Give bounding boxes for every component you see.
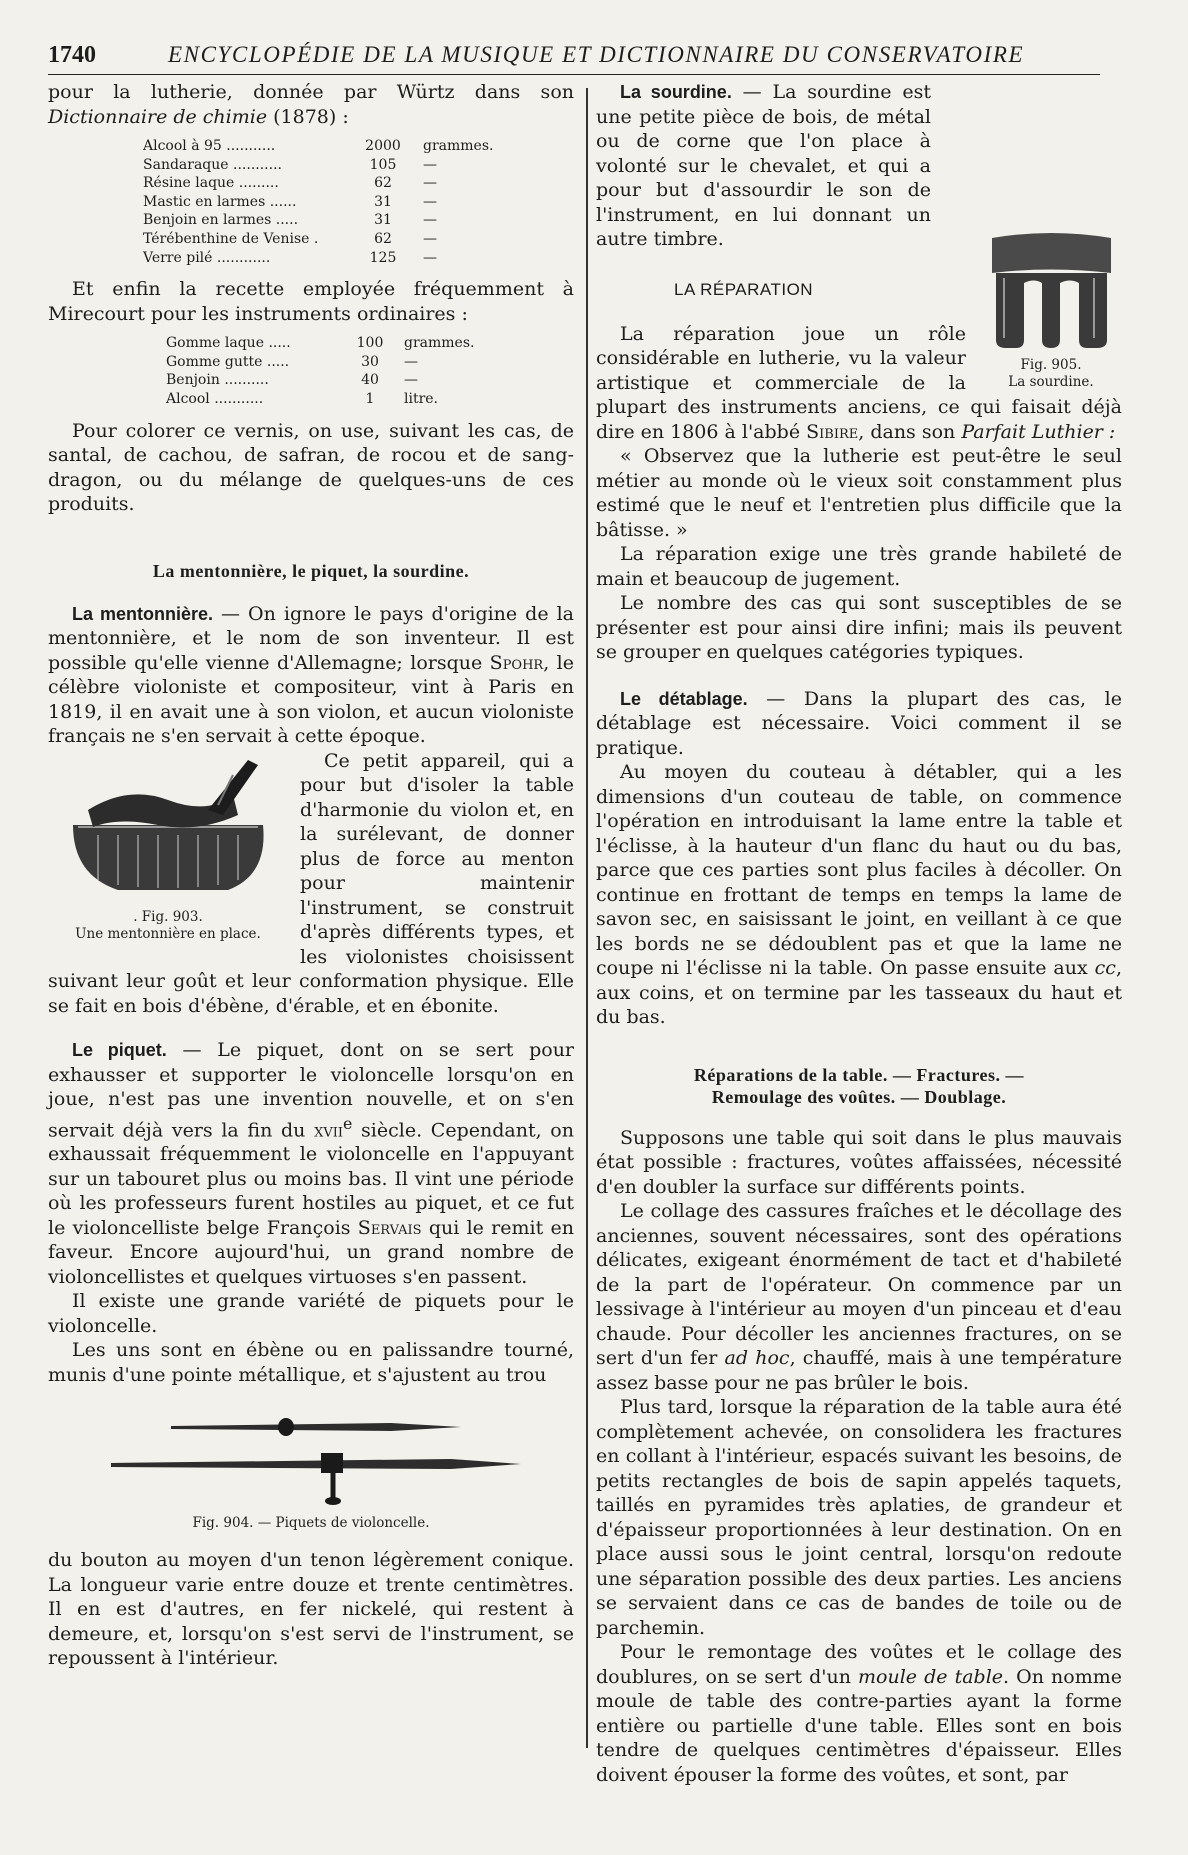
recipe-leader-dots: ...........	[226, 138, 276, 154]
piquet-paragraph-3: Les uns sont en ébène ou en palissandre tourné, munis d'une pointe métallique, et s'ajustent au trou	[48, 1339, 574, 1386]
mute-illustration	[984, 228, 1119, 353]
recipe-ingredient-name: Résine laque	[143, 175, 235, 192]
reparation-paragraph-3: Le nombre des cas qui sont susceptibles de se présenter est pour ainsi dire infini; mais ils peuvent se grouper en quelques catégories typiques.	[596, 592, 1122, 663]
fractures-heading-line1: Réparations de la table. — Fractures. —	[693, 1064, 1025, 1085]
recipe-quantity: 62	[374, 230, 392, 247]
recipe-quantity: 31	[374, 193, 392, 210]
recipe-ingredient-name: Térébenthine de Venise	[143, 230, 310, 247]
figure-903	[48, 755, 288, 943]
left-column	[48, 80, 574, 1671]
section-title: La mentonnière, le piquet, la sourdine.	[152, 560, 470, 581]
recipe-ingredient	[166, 334, 336, 353]
recipe-leader-dots: ............	[216, 249, 271, 266]
recipe-leader-dots: .........	[238, 175, 279, 192]
recipe-unit: grammes.	[423, 138, 494, 154]
recipe-quantity: 125	[369, 249, 397, 266]
column-divider	[586, 88, 588, 1748]
mentonniere-paragraph: La mentonnière. — On ignore le pays d'origine de la mentonnière, et le nom de son inventeur. Il est possible qu'elle vienne d'Allemagne; lorsque Spohr, le célèbre violoniste et compositeur, vint à Paris en 1819, il en avait une à son violon, et aucun violoniste français ne s'en servait à cette époque.	[48, 602, 575, 748]
recipe-quantity: 62	[374, 175, 392, 192]
recipe-ingredient	[143, 137, 343, 156]
recipe-ingredient-name: Gomme gutte	[166, 353, 263, 370]
recipe-leader-dots: ...........	[214, 390, 264, 407]
recipe-quantity: 100	[356, 335, 384, 352]
recipe-ingredient	[143, 230, 343, 249]
recipe-row	[143, 230, 574, 249]
recipe-row	[143, 211, 574, 230]
mentonniere-paragraph-2: Ce petit appareil, qui a pour but d'isoler la table d'harmonie du violon et, en la surélevant, de donner plus de force au menton pour maintenir l'instrument, se construit d'après différents types, et les violonistes choisissent suivant leur goût et leur conformation physique. Elle se fait en bois d'ébène, d'érable, et en ébonite.	[48, 749, 574, 1017]
recipe-leader-dots: .	[313, 230, 319, 247]
recipe-quantity: 40	[361, 372, 379, 389]
recipe-leader-dots: ...........	[233, 156, 282, 173]
page-header	[48, 40, 1100, 75]
recipe-unit: —	[423, 175, 437, 192]
figure-905	[980, 228, 1122, 391]
recipe-quantity: 30	[361, 353, 379, 370]
recipe-leader-dots: ..........	[224, 372, 269, 389]
recipe-ingredient-name: Alcool à 95	[143, 138, 222, 154]
mirecourt-recipe-table	[166, 334, 574, 408]
recipe-unit: —	[423, 230, 437, 247]
page-number: 1740	[48, 42, 96, 68]
recipe-quantity: 2000	[365, 138, 401, 154]
piquet-paragraph-4: du bouton au moyen d'un tenon légèrement conique. La longueur varie entre douze et trente centimètres. Il en est d'autres, en fer nickelé, qui restent à demeure, et, lorsqu'on s'est servi de l'instrument, se repoussent à l'intérieur.	[48, 1549, 574, 1670]
fig903-label: . Fig. 903.	[133, 908, 203, 925]
fractures-heading-line2: Remoulage des voûtes. — Doublage.	[711, 1086, 1007, 1107]
recipe-ingredient	[143, 249, 343, 268]
recipe-ingredient	[166, 390, 336, 409]
recipe-row	[143, 249, 574, 268]
quote-paragraph: « Observez que la lutherie est peut-être le seul métier au monde où le vieux soit constamment plus estimé que le neuf et l'entretien plus difficile que la bâtisse. »	[596, 445, 1122, 541]
intro-paragraph: pour la lutherie, donnée par Würtz dans son Dictionnaire de chimie (1878) :	[48, 81, 574, 128]
piquet-paragraph: Le piquet. — Le piquet, dont on se sert pour exhausser et supporter le violoncelle lorsqu'on en joue, n'est pas une invention nouvelle, et on s'en servait déjà vers la fin du xvii$^e$ siècle. Cependant, on exhaussait fréquemment le violoncelle en l'appuyant sur un tabouret plus ou moins bas. Il vint une période où les professeurs furent hostiles au piquet, et ce fut le violoncelliste belge François Servais qui le remit en faveur. Encore aujourd'hui, un grand nombre de violoncellistes et quelques virtuoses s'en passent.	[48, 1039, 575, 1288]
recipe-ingredient	[166, 353, 336, 372]
recipe-row	[143, 174, 574, 193]
running-head: ENCYCLOPÉDIE DE LA MUSIQUE ET DICTIONNAIRE DU CONSERVATOIRE	[168, 42, 1025, 67]
detablage-paragraph: Le détablage. — Dans la plupart des cas, le détablage est nécessaire. Voici comment il se pratique.	[596, 687, 1123, 759]
recipe-ingredient	[143, 174, 343, 193]
recipe-quantity: 1	[365, 390, 375, 407]
recipe-quantity: 105	[369, 156, 397, 173]
recipe-ingredient-name: Benjoin en larmes	[143, 212, 272, 229]
recipe-ingredient-name: Sandaraque	[143, 156, 229, 173]
reparation-paragraph-2: La réparation exige une très grande habileté de main et beaucoup de jugement.	[596, 543, 1122, 590]
fractures-heading	[596, 1064, 1122, 1108]
recipe-leader-dots: .....	[275, 212, 299, 229]
recipe-unit: grammes.	[404, 335, 475, 352]
recipe-quantity: 31	[374, 212, 392, 229]
recipe-unit: —	[404, 353, 418, 370]
recipe-unit: —	[423, 193, 437, 210]
piquet-paragraph-2: Il existe une grande variété de piquets pour le violoncelle.	[48, 1290, 574, 1337]
fig905-label: Fig. 905.	[1020, 356, 1082, 373]
recipe-leader-dots: ......	[269, 193, 297, 210]
right-column	[596, 80, 1122, 1787]
vernis-recipe-table	[143, 137, 574, 267]
recipe-row	[143, 137, 574, 156]
recipe-ingredient	[143, 211, 343, 230]
recipe-leader-dots: .....	[268, 335, 291, 352]
recipe-unit: —	[423, 156, 437, 173]
mirecourt-paragraph: Et enfin la recette employée fréquemment à Mirecourt pour les instruments ordinaires :	[48, 278, 574, 325]
fractures-paragraph-3: Plus tard, lorsque la réparation de la table aura été complètement achevée, on consolidera les fractures en collant à l'intérieur, espacés suivant les besoins, de petits rectangles de bois de sapin appelés taquets, taillés en pyramides très aplaties, de grandeur et d'épaisseur proportionnées à leur destination. On en place aussi sous le joint central, lorsqu'on redoute une séparation possible des deux parties. Les anciens se servaient dans ce cas de bandes de toile ou de parchemin.	[596, 1396, 1122, 1639]
endpins-illustration	[91, 1401, 531, 1511]
recipe-ingredient-name: Gomme laque	[166, 335, 264, 352]
recipe-ingredient	[143, 193, 343, 212]
recipe-row	[166, 390, 574, 409]
recipe-unit: litre.	[404, 390, 439, 407]
chinrest-illustration	[58, 755, 278, 905]
detablage-paragraph-2: Au moyen du couteau à détabler, qui a les dimensions d'un couteau de table, on commence l'opération en introduisant la lame entre la table et l'éclisse, à la hauteur d'un flanc du haut ou du bas, parce que ces parties sont plus faciles à décoller. On continue en frottant de temps en temps la lame de savon sec, en saisissant le joint, en veillant à ce que les bords ne se dédoublent pas et que la lame ne coupe ni l'éclisse ni la table. On passe ensuite aux cc, aux coins, et on termine par les tasseaux du haut et du bas.	[596, 761, 1122, 1028]
reparation-heading: LA RÉPARATION	[674, 279, 814, 299]
recipe-row	[166, 371, 574, 390]
fractures-paragraph-2: Le collage des cassures fraîches et le décollage des anciennes, souvent nécessaires, sont des opérations délicates, exigeant énormément de tact et d'habileté de la part de l'opérateur. On commence par un lessivage à l'intérieur au moyen d'un pinceau et d'eau chaude. Pour décoller les anciennes fractures, on se sert d'un fer ad hoc, chauffé, mais à une température assez basse pour ne pas brûler le bois.	[596, 1200, 1122, 1394]
reparation-paragraph: La réparation joue un rôle considérable en lutherie, vu la valeur artistique et commerciale de la plupart des instruments anciens, ce qui faisait déjà dire en 1806 à l'abbé Sibire, dans son Parfait Luthier :	[596, 322, 1122, 443]
recipe-row	[166, 353, 574, 372]
recipe-row	[166, 334, 574, 353]
recipe-ingredient-name: Alcool	[166, 390, 210, 407]
figure-904	[48, 1401, 574, 1532]
fractures-paragraph-1: Supposons une table qui soit dans le plus mauvais état possible : fractures, voûtes affaissées, nécessité d'en doubler la surface sur différents points.	[596, 1126, 1122, 1198]
fig905-caption: La sourdine.	[1008, 373, 1094, 390]
fig903-caption: Une mentonnière en place.	[75, 925, 261, 942]
sourdine-paragraph: La sourdine. — La sourdine est une petite pièce de bois, de métal ou de corne que l'on place à volonté sur le chevalet, et qui a pour but d'assourdir le son de l'instrument, en lui donnant un autre timbre.	[596, 81, 932, 250]
recipe-ingredient-name: Mastic en larmes	[143, 193, 266, 210]
fig904-caption: Fig. 904. — Piquets de violoncelle.	[192, 1515, 430, 1532]
colorer-paragraph: Pour colorer ce vernis, on use, suivant les cas, de santal, de cachou, de safran, de rocou et de sang-dragon, ou du mélange de quelques-uns de ces produits.	[48, 419, 574, 516]
recipe-leader-dots: .....	[266, 353, 290, 370]
recipe-ingredient-name: Verre pilé	[143, 249, 213, 266]
recipe-unit: —	[423, 212, 437, 229]
fractures-paragraph-4: Pour le remontage des voûtes et le collage des doublures, on se sert d'un moule de table. On nomme moule de table des contre-parties ayant la forme entière ou partielle d'une table. Elles sont en bois tendre de quelques centimètres d'épaisseur. Elles doivent épouser la forme des voûtes, et sont, par	[596, 1641, 1122, 1786]
recipe-unit: —	[404, 372, 418, 389]
recipe-row	[143, 156, 574, 175]
recipe-ingredient	[143, 156, 343, 175]
recipe-ingredient	[166, 371, 336, 390]
recipe-unit: —	[423, 249, 437, 266]
recipe-row	[143, 193, 574, 212]
recipe-ingredient-name: Benjoin	[166, 372, 220, 389]
